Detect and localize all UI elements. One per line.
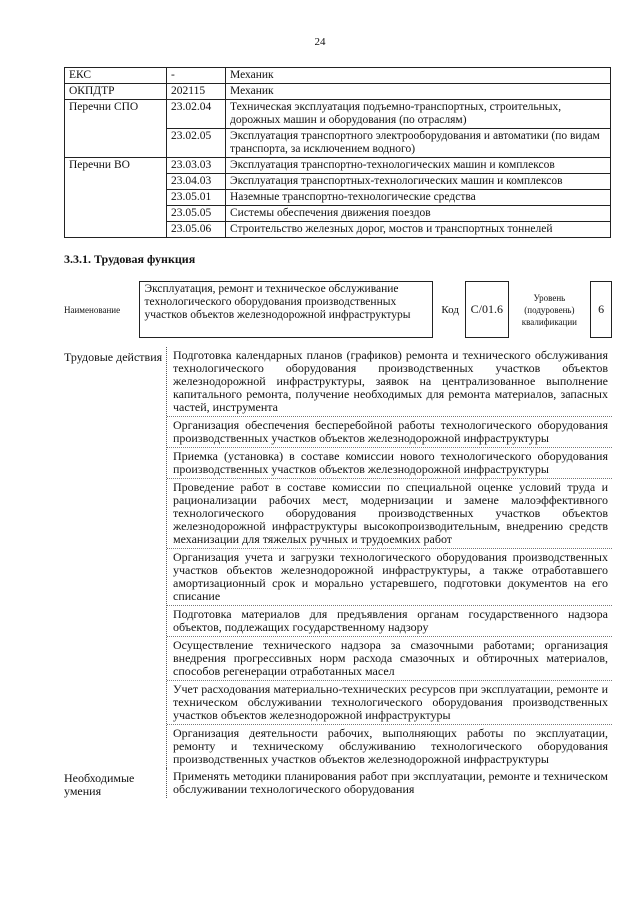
codes-cell-code: 23.04.03 <box>167 174 226 190</box>
codes-cell-code: - <box>167 68 226 84</box>
codes-cell-group: Перечни СПО <box>65 100 167 129</box>
codes-cell-code: 23.02.05 <box>167 129 226 158</box>
labor-actions-list <box>167 347 613 768</box>
labor-actions-table <box>64 347 612 798</box>
codes-cell-name: Эксплуатация транспортного электрооборудования и автоматики (по видам транспорта, за исключением водного) <box>226 129 611 158</box>
codes-cell-group <box>65 222 167 238</box>
skills-list <box>167 768 613 798</box>
codes-cell-name: Эксплуатация транспортных-технологических машин и комплексов <box>226 174 611 190</box>
level-value: 6 <box>590 281 612 338</box>
codes-row <box>65 158 611 174</box>
codes-table <box>64 67 611 238</box>
codes-cell-group: ОКПДТР <box>65 84 167 100</box>
codes-cell-group <box>65 174 167 190</box>
codes-row <box>65 100 611 129</box>
codes-cell-group <box>65 190 167 206</box>
labor-action-item: Организация обеспечения бесперебойной работы технологического оборудования производственных участков объектов железнодорожной инфраструктуры <box>167 417 612 448</box>
labor-actions-label: Трудовые действия <box>64 350 163 364</box>
labor-function-header <box>64 281 612 338</box>
codes-row <box>65 206 611 222</box>
codes-cell-name: Механик <box>226 84 611 100</box>
codes-cell-name: Механик <box>226 68 611 84</box>
codes-cell-code: 23.05.01 <box>167 190 226 206</box>
labor-action-item: Проведение работ в составе комиссии по специальной оценке условий труда и рационализации рабочих мест, модернизации и замене малоэффективного технологического оборудования производственных участков объектов железнодорожной инфраструктуры высокопроизводительным, внедрению средств механизации для тяжелых ручных и трудоемких работ <box>167 479 612 549</box>
labor-action-item: Организация учета и загрузки технологического оборудования производственных участков объектов железнодорожной инфраструктуры, а также отработавшего амортизационный срок и морально устаревшего, подготовки документов на его списание <box>167 549 612 606</box>
code-label: Код <box>441 303 459 316</box>
codes-cell-code: 23.05.05 <box>167 206 226 222</box>
codes-cell-code: 202115 <box>167 84 226 100</box>
codes-cell-code: 23.02.04 <box>167 100 226 129</box>
labor-action-item: Учет расходования материально-технических ресурсов при эксплуатации, ремонте и техническом обслуживании технологического оборудования производственных участков объектов железнодорожной инфраструктуры <box>167 681 612 725</box>
codes-cell-code: 23.05.06 <box>167 222 226 238</box>
codes-cell-name: Системы обеспечения движения поездов <box>226 206 611 222</box>
skills-label: Необходимые умения <box>64 771 135 798</box>
page-number: 24 <box>314 36 326 48</box>
codes-cell-group: Перечни ВО <box>65 158 167 174</box>
codes-row <box>65 68 611 84</box>
labor-action-item: Подготовка материалов для предъявления органам государственного надзора объектов, подлежащих государственному надзору <box>167 606 612 637</box>
codes-cell-name: Техническая эксплуатация подъемно-транспортных, строительных, дорожных машин и оборудования (по отраслям) <box>226 100 611 129</box>
name-value: Эксплуатация, ремонт и техническое обслуживание технологического оборудования производственных участков объектов железнодорожной инфраструктуры <box>139 281 433 338</box>
codes-row <box>65 129 611 158</box>
level-label: Уровень (подуровень) квалификации <box>521 292 577 327</box>
codes-cell-group <box>65 129 167 158</box>
codes-cell-name: Строительство железных дорог, мостов и транспортных тоннелей <box>226 222 611 238</box>
codes-cell-name: Эксплуатация транспортно-технологических машин и комплексов <box>226 158 611 174</box>
labor-action-item: Приемка (установка) в составе комиссии нового технологического оборудования производственных участков объектов железнодорожной инфраструктуры <box>167 448 612 479</box>
codes-cell-group: ЕКС <box>65 68 167 84</box>
labor-action-item: Подготовка календарных планов (графиков) ремонта и технического обслуживания технологического оборудования производственных участков объектов железнодорожной инфраструктуры, заявок на централизованное выполнение капитального ремонта, получение необходимых для ремонта материалов, запасных частей, инструмента <box>167 347 612 417</box>
codes-cell-group <box>65 206 167 222</box>
name-label: Наименование <box>64 304 121 315</box>
labor-action-item: Организация деятельности рабочих, выполняющих работы по эксплуатации, ремонту и техническому обслуживанию технологического оборудования производственных участков объектов железнодорожной инфраструктуры <box>173 726 608 766</box>
codes-row <box>65 174 611 190</box>
codes-row <box>65 84 611 100</box>
skill-item: Применять методики планирования работ при эксплуатации, ремонте и техническом обслуживании технологического оборудования <box>173 769 608 796</box>
codes-row <box>65 222 611 238</box>
section-title: 3.3.1. Трудовая функция <box>64 252 196 266</box>
codes-row <box>65 190 611 206</box>
codes-cell-name: Наземные транспортно-технологические средства <box>226 190 611 206</box>
labor-action-item: Осуществление технического надзора за смазочными работами; организация внедрения прогрессивных норм расхода смазочных и обтирочных материалов, способов регенерации отработанных масел <box>167 637 612 681</box>
code-value: С/01.6 <box>465 281 509 338</box>
codes-cell-code: 23.03.03 <box>167 158 226 174</box>
